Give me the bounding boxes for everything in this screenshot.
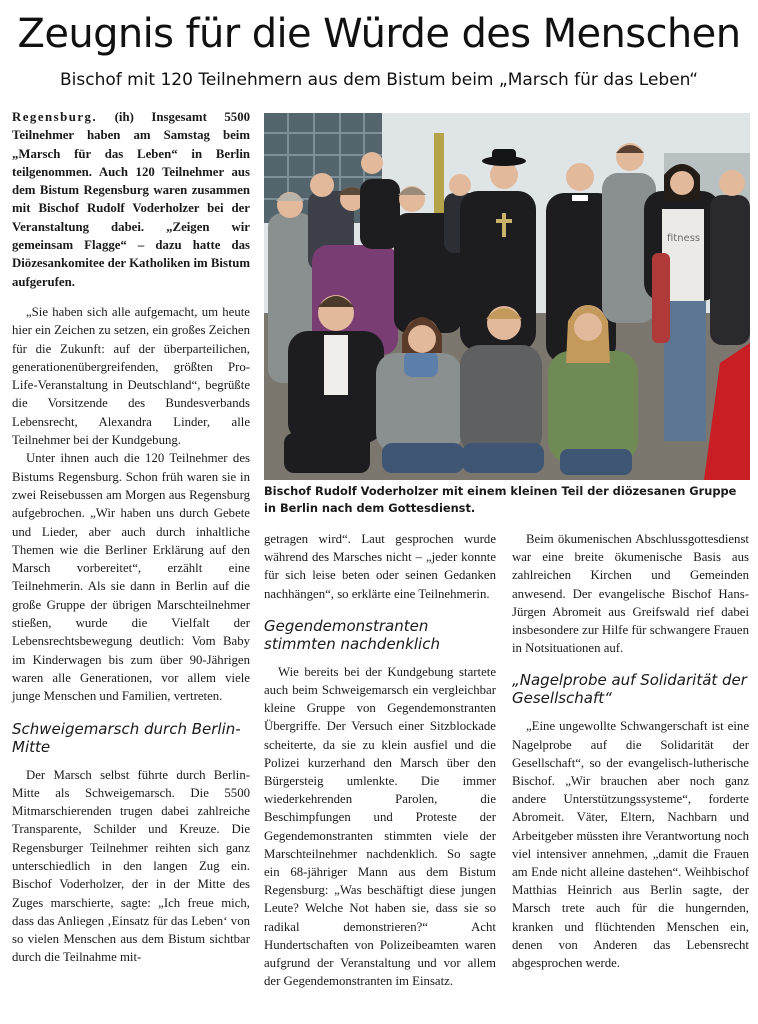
dateline: Regensburg.: [12, 110, 98, 124]
lead-text: (ih) Insgesamt 5500 Teilnehmer haben am Samstag beim „Marsch für das Leben“ in Berlin teilgenommen. Auch 120 Teilnehmer aus dem Bistum Regensburg waren zusammen mit Bischof Rudolf Voderholzer bei der Veranstaltung dabei. „Zeigen wir gemeinsam Flagge“ – dazu hatte das Diözesankomitee der Katholiken im Bistum aufgerufen.: [12, 110, 250, 289]
body-paragraph: Der Marsch selbst führte durch Berlin-Mitte als Schweigemarsch. Die 5500 Mitmarschierenden trugen dabei zahlreiche Transparente, Schilder und Kreuze. Die Regensburger Teilnehmer reihten sich ganz unterschiedlich in den langen Zug ein. Bischof Voderholzer, der in der Mitte des Zuges marschierte, sagte: „Ich freue mich, dass das Anliegen ‚Einsatz für das Leben‘ von so vielen Menschen aus dem Bistum sichtbar durch die Teilnahme mit-: [12, 767, 250, 965]
photo-shirt-text: fitness: [667, 233, 701, 244]
body-paragraph: Beim ökumenischen Abschlussgottesdienst war eine breite ökumenische Basis aus zahlreichen Kirchen und Gemeinden anwesend. Der evangelische Bischof Hans-Jürgen Abromeit aus Greifswald rief dabei insbesondere zur Hilfe für schwangere Frauen in Notsituationen auf.: [512, 532, 749, 656]
headline: Zeugnis für die Würde des Menschen: [17, 11, 741, 57]
body-paragraph: Unter ihnen auch die 120 Teilnehmer des Bistums Regensburg. Schon früh waren sie in zwei Reisebussen am Morgen aus Regensburg aufgebrochen. „Wir haben uns durch Gebete und Lieder, aber auch durch inhaltliche Themen wie die Berliner Erklärung auf den Marsch vorbereitet“, erzählt eine Teilnehmerin. Als sie dann in Berlin auf die große Gruppe der übrigen Marschteilnehmer stießen, wurde die Vielfalt der Lebensrechtsbewegung deutlich: Vom Baby im Kinderwagen bis zum über 90-Jährigen waren alle Generationen, vor allem viele junge Menschen und Familien, vertreten.: [12, 451, 250, 704]
subheading-nagelprobe: „Nagelprobe auf Solidarität der Gesellschaft“: [512, 671, 747, 708]
subheading-gegendemonstranten: Gegendemonstranten stimmten nachdenklich: [264, 616, 440, 653]
group-photo: [264, 113, 750, 480]
article-column-1: [12, 108, 250, 967]
article-column-2: [264, 530, 496, 990]
body-paragraph: „Sie haben sich alle aufgemacht, um heute hier ein Zeichen zu setzen, ein großes Zeichen für die Zukunft: auf der überparteilichen, generationenübergreifenden, größten Pro-Life-Veranstaltung in Deutschland“, begrüßte die Vorsitzende des Bundesverbands Lebensrecht, Alexandra Linder, alle Teilnehmer bei der Kundgebung.: [12, 304, 250, 448]
body-paragraph: getragen wird“. Laut gesprochen wurde während des Marsches nicht – „jeder konnte für sich leise beten oder seinen Gedanken nachhängen“, so erklärte eine Teilnehmerin.: [264, 532, 496, 601]
body-paragraph: „Eine ungewollte Schwangerschaft ist eine Nagelprobe auf die Solidarität der Gesellschaft“, so der evangelisch-lutherische Bischof. „Wir brauchen aber noch ganz andere Unterstützungssysteme“, forderte Abromeit. Väter, Eltern, Nachbarn und Arbeitgeber müssten ihre Verantwortung noch viel intensiver annehmen, „damit die Frauen am Ende nicht alleine dastehen“. Weihbischof Matthias Heinrich aus Berlin sagte, der Marsch trete auch für die hungernden, kranken und flüchtenden Menschen ein, denen von Anderen das Lebensrecht abgesprochen werde.: [512, 719, 749, 971]
lead-paragraph: [12, 108, 250, 291]
photo-caption: Bischof Rudolf Voderholzer mit einem kleinen Teil der diözesanen Gruppe in Berlin nach dem Gottesdienst.: [264, 484, 737, 515]
subheadline: Bischof mit 120 Teilnehmern aus dem Bistum beim „Marsch für das Leben“: [59, 70, 698, 90]
body-paragraph: Wie bereits bei der Kundgebung startete auch beim Schweigemarsch ein vergleichbar kleine Gruppe von Gegendemonstranten Übergriffe. Der Versuch einer Sitzblockade scheiterte, da sie zu klein ausfiel und die Polizei kurzerhand den Marsch über den Bürgersteig umlenkte. Die immer wiederkehrenden Parolen, die Beschimpfungen und Proteste der Gegendemonstranten stimmten viele der Marschteilnehmer nachdenklich. So sagte ein 68-jähriger Mann aus dem Bistum Regensburg: „Was beschäftigt diese jungen Leute? Welche Not haben sie, dass sie so radikal demonstrieren?“ Acht Hundertschaften von Polizeibeamten waren aufgrund der Veranstaltung und vor allem der Gegendemonstranten im Einsatz.: [264, 664, 496, 989]
article-column-3: [512, 530, 749, 972]
subheading-schweigemarsch: Schweigemarsch durch Berlin-Mitte: [12, 719, 241, 756]
